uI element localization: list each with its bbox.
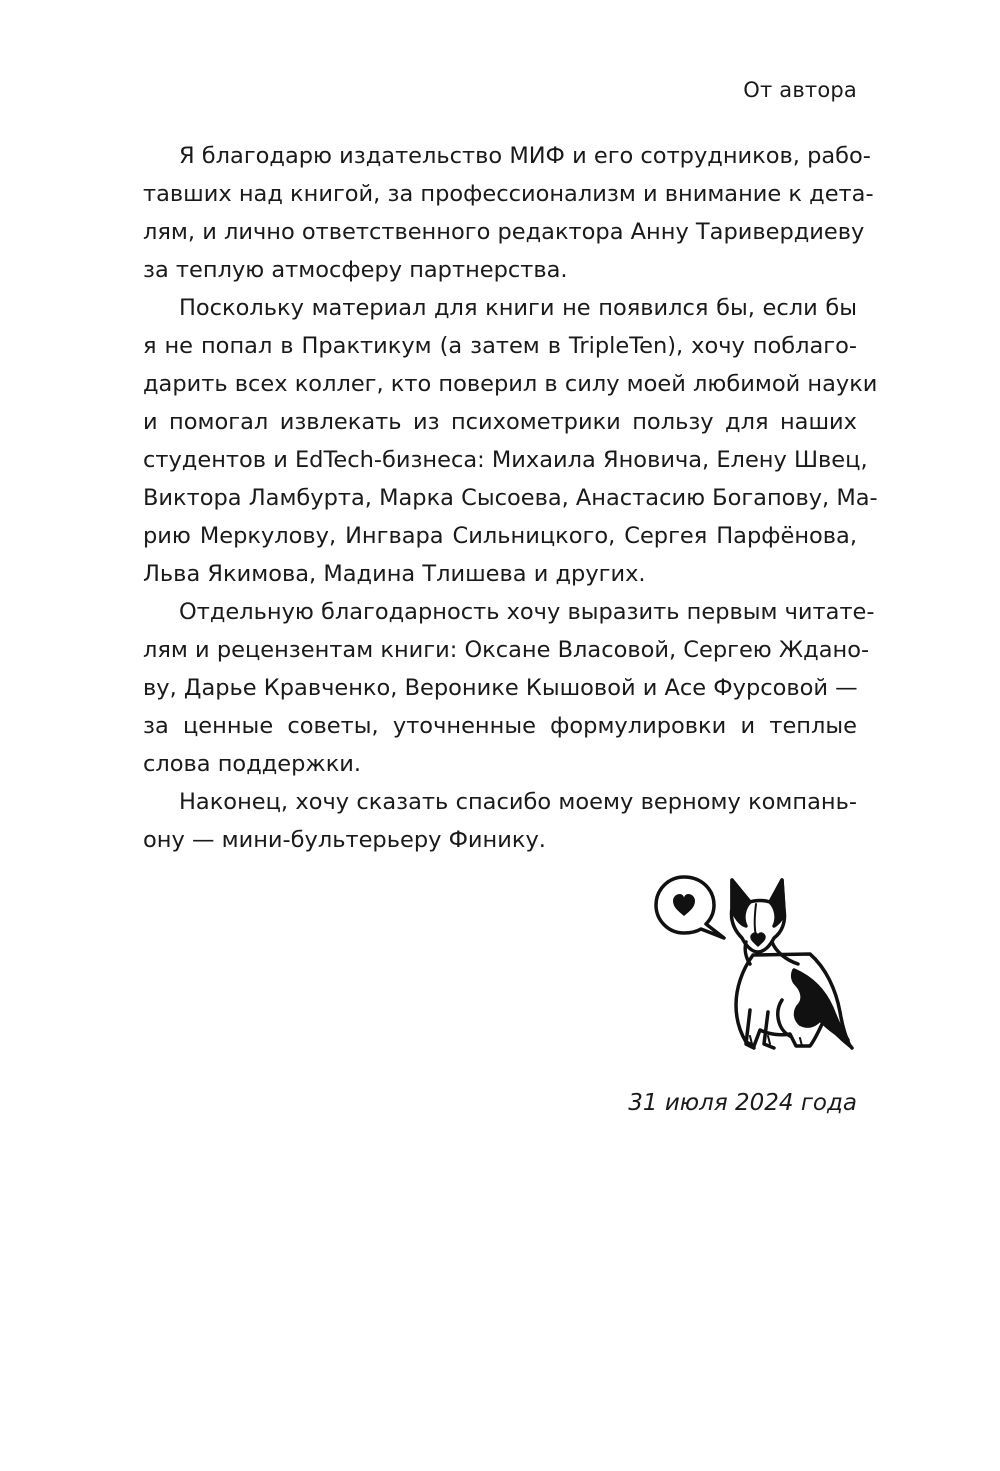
body-text [143,137,878,859]
paragraph-2-line-6: Виктора Ламбурта, Марка Сысоева, Анастасию Богапову, Ма- [143,485,878,511]
paragraph-3-line-5: слова поддержки. [143,751,362,777]
paragraph-1-line-4: за теплую атмосферу партнерства. [143,257,568,283]
paragraph-3-line-2: лям и рецензентам книги: Оксане Власовой, Сергею Ждано- [143,637,870,663]
paragraph-2-line-5: студентов и EdTech-бизнеса: Михаила Яновича, Елену Швец, [143,447,868,473]
paragraph-1-line-1: Я благодарю издательство МИФ и его сотрудников, рабо- [179,143,871,169]
paragraph-2-line-2: я не попал в Практикум (а затем в TripleTen), хочу поблаго- [143,333,857,359]
running-head: От автора [743,78,857,102]
bull-terrier-with-heart-speech-bubble-icon [650,860,862,1060]
paragraph-2-line-1: Поскольку материал для книги не появился бы, если бы [179,295,857,321]
paragraph-3-line-4: за ценные советы, уточненные формулировки и теплые [143,713,857,739]
date-signature: 31 июля 2024 года [628,1090,857,1116]
paragraph-4-line-1: Наконец, хочу сказать спасибо моему верному компань- [179,789,857,815]
paragraph-3-line-1: Отдельную благодарность хочу выразить первым читате- [179,599,875,625]
paragraph-2-line-7: рию Меркулову, Ингвара Сильницкого, Сергея Парфёнова, [143,523,857,549]
paragraph-4-line-2: ону — мини-бультерьеру Финику. [143,827,546,853]
paragraph-1-line-3: лям, и лично ответственного редактора Анну Таривердиеву [143,219,865,245]
dog-icon [731,880,852,1048]
paragraph-2-line-3: дарить всех коллег, кто поверил в силу моей любимой науки [143,371,878,397]
paragraph-2-line-8: Льва Якимова, Мадина Тлишева и других. [143,561,646,587]
paragraph-1-line-2: тавших над книгой, за профессионализм и внимание к дета- [143,181,874,207]
paragraph-2-line-4: и помогал извлекать из психометрики пользу для наших [143,409,857,435]
paragraph-3-line-3: ву, Дарье Кравченко, Веронике Кышовой и Асе Фурсовой — [143,675,858,701]
